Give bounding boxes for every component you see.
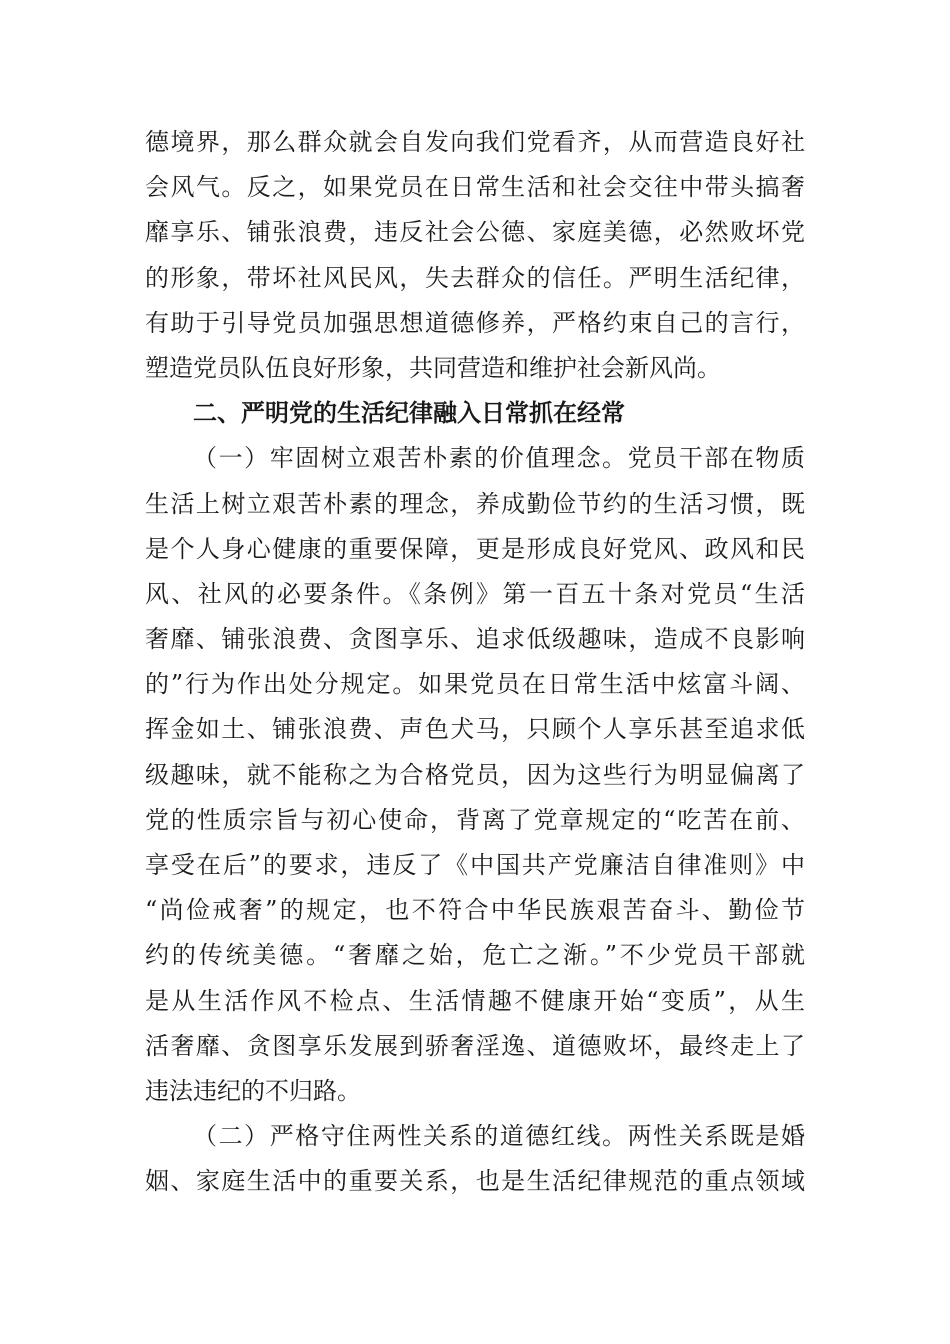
text-line: 的形象，带坏社风民风，失去群众的信任。严明生活纪律， [145,263,805,292]
text-line: 塑造党员队伍良好形象，共同营造和维护社会新风尚。 [145,353,721,382]
document-body [145,120,805,1205]
paragraph-1 [145,120,805,391]
text-line: 生活上树立艰苦朴素的理念，养成勤俭节约的生活习惯，既 [145,489,805,518]
text-line: 活奢靡、贪图享乐发展到骄奢淫逸、道德败坏，最终走上了 [145,1031,805,1060]
text-line: 姻、家庭生活中的重要关系，也是生活纪律规范的重点领域 [145,1167,805,1196]
text-line: “尚俭戒奢”的规定，也不符合中华民族艰苦奋斗、勤俭节 [145,896,805,925]
text-line: 靡享乐、铺张浪费，违反社会公德、家庭美德，必然败坏党 [145,218,805,247]
text-line: 享受在后”的要求，违反了《中国共产党廉洁自律准则》中 [145,851,805,879]
text-line: 约的传统美德。“奢靡之始，危亡之渐。”不少党员干部就 [145,941,805,970]
text-line: 违法违纪的不归路。 [145,1076,361,1105]
text-line: 是从生活作风不检点、生活情趣不健康开始“变质”，从生 [145,986,805,1015]
text-line: （二）严格守住两性关系的道德红线。两性关系既是婚 [193,1122,805,1151]
text-line: 的”行为作出处分规定。如果党员在日常生活中炫富斗阔、 [145,670,805,699]
section-heading: 二、严明党的生活纪律融入日常抓在经常 [193,399,625,428]
text-line: 风、社风的必要条件。《条例》第一百五十条对党员“生活 [145,579,805,608]
section-2-paragraph [145,1114,805,1204]
text-line: 级趣味，就不能称之为合格党员，因为这些行为明显偏离了 [145,760,805,789]
text-line: 会风气。反之，如果党员在日常生活和社会交往中带头搞奢 [145,173,805,202]
text-line: 是个人身心健康的重要保障，更是形成良好党风、政风和民 [145,534,805,563]
text-line: 有助于引导党员加强思想道德修养，严格约束自己的言行， [145,308,805,337]
text-line: 党的性质宗旨与初心使命，背离了党章规定的“吃苦在前、 [145,805,805,834]
text-line: 奢靡、铺张浪费、贪图享乐、追求低级趣味，造成不良影响 [145,625,805,654]
text-line: （一）牢固树立艰苦朴素的价值理念。党员干部在物质 [193,444,805,473]
text-line: 挥金如土、铺张浪费、声色犬马，只顾个人享乐甚至追求低 [145,715,805,744]
text-line: 德境界，那么群众就会自发向我们党看齐，从而营造良好社 [145,128,805,156]
section-1-paragraph [145,436,805,1114]
